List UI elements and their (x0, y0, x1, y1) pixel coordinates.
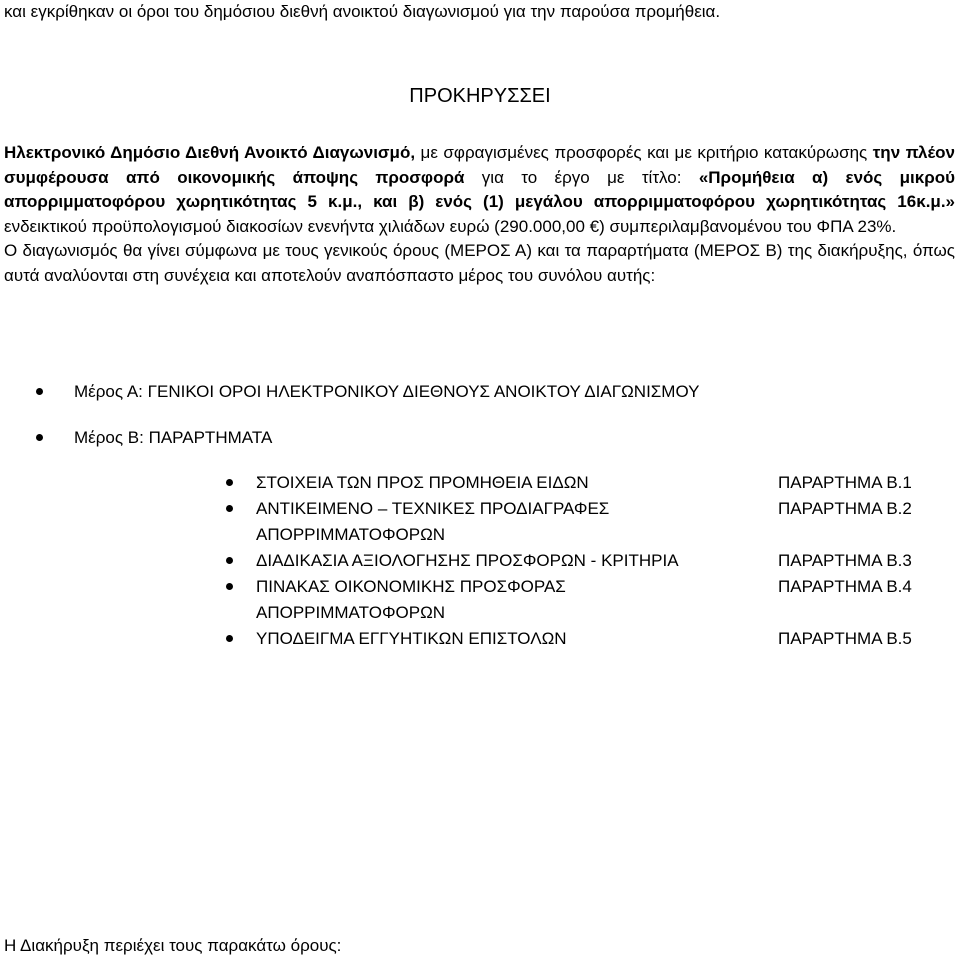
table-row (226, 496, 946, 548)
annexes-list (226, 470, 946, 652)
table-row (226, 626, 946, 652)
bullet-icon (36, 434, 43, 441)
parts-list (36, 379, 936, 471)
annex-description: ΥΠΟΔΕΙΓΜΑ ΕΓΓΥΗΤΙΚΩΝ ΕΠΙΣΤΟΛΩΝ (256, 629, 567, 648)
award-criterion-bold: την πλέον συμφέρουσα από οικονομικής άποψης προσφορά (4, 143, 955, 187)
table-row (226, 574, 946, 626)
bullet-icon (226, 635, 233, 642)
table-row (226, 470, 946, 496)
bullet-icon (226, 583, 233, 590)
bullet-icon (226, 557, 233, 564)
part-b-label: Μέρος Β: ΠΑΡΑΡΤΗΜΑΤΑ (74, 428, 273, 447)
budget-text: ενδεικτικού προϋπολογισμού διακοσίων ενενήντα χιλιάδων ευρώ (290.000,00 €) συμπεριλαμβανομένου του ΦΠΑ 23%. (4, 216, 897, 236)
annex-reference: ΠΑΡΑΡΤΗΜΑ Β.5 (778, 629, 912, 648)
terms-intro-line: Η Διακήρυξη περιέχει τους παρακάτω όρους: (4, 936, 342, 955)
list-item (36, 425, 936, 451)
annex-reference: ΠΑΡΑΡΤΗΜΑ Β.3 (778, 551, 912, 570)
document-heading: ΠΡΟΚΗΡΥΣΣΕΙ (409, 85, 551, 107)
table-row (226, 548, 946, 574)
annex-reference: ΠΑΡΑΡΤΗΜΑ Β.1 (778, 473, 912, 492)
main-paragraph (4, 141, 955, 288)
annex-description: ΠΙΝΑΚΑΣ ΟΙΚΟΝΟΜΙΚΗΣ ΠΡΟΣΦΟΡΑΣ ΑΠΟΡΡΙΜΜΑΤΟΦΟΡΩΝ (256, 577, 566, 622)
annex-description: ΣΤΟΙΧΕΙΑ ΤΩΝ ΠΡΟΣ ΠΡΟΜΗΘΕΙΑ ΕΙΔΩΝ (256, 473, 589, 492)
annex-reference: ΠΑΡΑΡΤΗΜΑ Β.4 (778, 577, 912, 596)
bullet-icon (36, 388, 43, 395)
bullet-icon (226, 505, 233, 512)
annex-reference: ΠΑΡΑΡΤΗΜΑ Β.2 (778, 499, 912, 518)
bullet-icon (226, 479, 233, 486)
list-item (36, 379, 936, 405)
project-title-bold: «Προμήθεια α) ενός μικρού απορριμματοφόρου χωρητικότητας 5 κ.μ., και β) ενός (1) μεγάλου απορριμματοφόρου χωρητικότητας 16κ.μ.» (4, 167, 956, 211)
annex-description: ΔΙΑΔΙΚΑΣΙΑ ΑΞΙΟΛΟΓΗΣΗΣ ΠΡΟΣΦΟΡΩΝ - ΚΡΙΤΗΡΙΑ (256, 551, 679, 570)
structure-text: Ο διαγωνισμός θα γίνει σύμφωνα με τους γενικούς όρους (ΜΕΡΟΣ Α) και τα παραρτήματα (ΜΕΡΟΣ Β) της διακήρυξης, όπως αυτά αναλύονται στη συνέχεια και αποτελούν αναπόσπαστο μέρος του συνόλου αυτής: (4, 241, 955, 285)
tender-type-bold: Ηλεκτρονικό Δημόσιο Διεθνή Ανοικτό Διαγωνισμό, (4, 143, 416, 162)
intro-line: και εγκρίθηκαν οι όροι του δημόσιου διεθνή ανοικτού διαγωνισμού για την παρούσα προμήθεια. (4, 2, 721, 21)
part-a-label: Μέρος Α: ΓΕΝΙΚΟΙ ΟΡΟΙ ΗΛΕΚΤΡΟΝΙΚΟΥ ΔΙΕΘΝΟΥΣ ΑΝΟΙΚΤΟΥ ΔΙΑΓΩΝΙΣΜΟΥ (74, 382, 700, 401)
annex-description: ΑΝΤΙΚΕΙΜΕΝΟ – ΤΕΧΝΙΚΕΣ ΠΡΟΔΙΑΓΡΑΦΕΣ ΑΠΟΡΡΙΜΜΑΤΟΦΟΡΩΝ (256, 499, 610, 544)
paragraph-text-1: με σφραγισμένες προσφορές και με κριτήριο κατακύρωσης (415, 143, 873, 162)
paragraph-text-2: για το έργο με τίτλο: (464, 167, 699, 187)
